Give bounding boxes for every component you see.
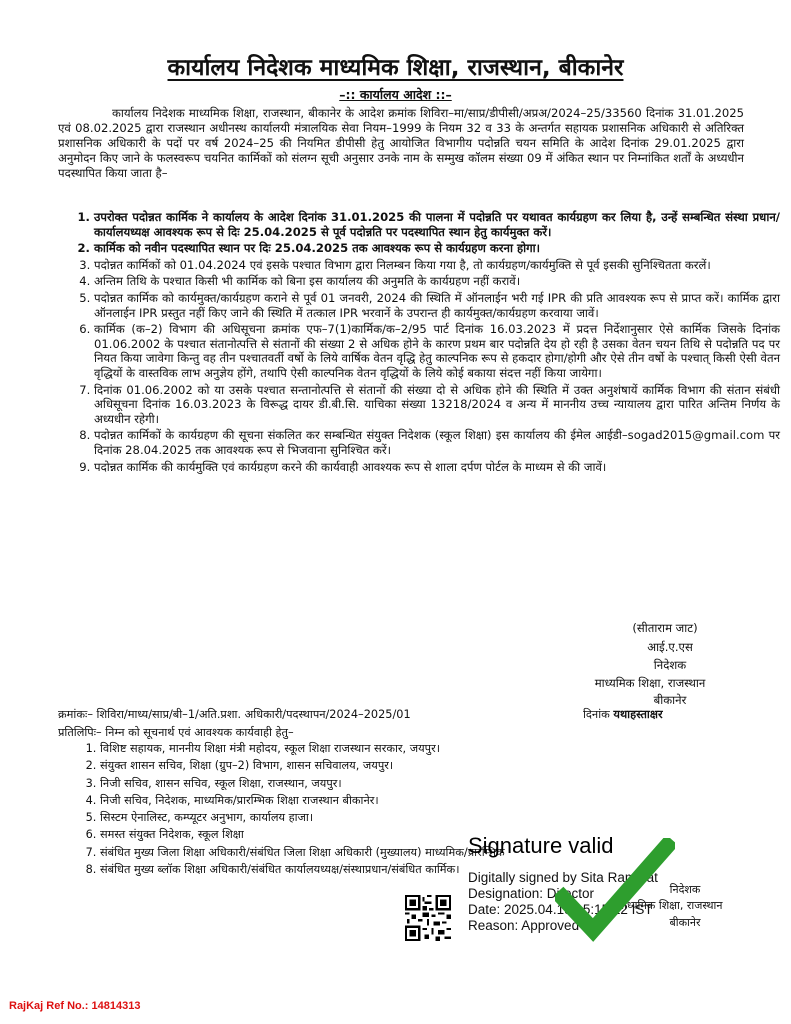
copy-item: 7. संबंधित मुख्य जिला शिक्षा अधिकारी/संबंधित जिला शिक्षा अधिकारी (मुख्यालय) माध्यमिक/प्रारम्भिक [100, 844, 505, 861]
signing-reason: Reason: Approved [468, 918, 580, 933]
copy-item: 2. संयुक्त शासन सचिव, शिक्षा (ग्रुप–2) विभाग, शासन सचिवालय, जयपुर। [100, 757, 505, 774]
footer-place: बीकानेर [669, 916, 701, 929]
signatory-dept: माध्यमिक शिक्षा, राजस्थान [594, 676, 706, 690]
page-title: कार्यालय निदेशक माध्यमिक शिक्षा, राजस्थान, बीकानेर [167, 55, 624, 81]
copy-item: 3. निजी सचिव, शासन सचिव, स्कूल शिक्षा, राजस्थान, जयपुर। [100, 775, 505, 792]
condition-item: 4. अन्तिम तिथि के पश्चात किसी भी कार्मिक को बिना इस कार्यालय की अनुमति के कार्यग्रहण नहीं करावें। [94, 274, 780, 289]
checkmark-icon [555, 838, 675, 948]
signatory-place: बीकानेर [653, 693, 687, 707]
signatory-service: आई.ए.एस [647, 640, 693, 654]
footer-designation: निदेशक [669, 883, 701, 896]
order-subtitle: –:: कार्यालय आदेश ::– [339, 87, 452, 102]
date-label: दिनांक [583, 708, 610, 721]
condition-item: 9. पदोन्नत कार्मिक की कार्यमुक्ति एवं कार्यग्रहण करने की कार्यवाही आवश्यक रूप से शाला दर्पण पोर्टल के माध्यम से की जावें। [94, 460, 780, 475]
signed-by: Digitally signed by Sita Ram Jat [468, 870, 658, 885]
signatory-name: (सीताराम जाट) [632, 621, 698, 635]
footer-dept: माध्यमिक शिक्षा, राजस्थान [617, 899, 723, 912]
copy-item: 8. संबंधित मुख्य ब्लॉक शिक्षा अधिकारी/संबंधित कार्यालयध्यक्ष/संस्थाप्रधान/संबंधित कार्मिक। [100, 861, 505, 878]
copy-item: 1. विशिष्ट सहायक, माननीय शिक्षा मंत्री महोदय, स्कूल शिक्षा राजस्थान सरकार, जयपुर। [100, 740, 505, 757]
reference-number: क्रमांकः– शिविरा/माध्य/साप्र/बी–1/अति.प्रशा. अधिकारी/पदस्थापन/2024–2025/01 [58, 708, 411, 721]
condition-item: 6. कार्मिक (क–2) विभाग की अधिसूचना क्रमांक एफ–7(1)कार्मिक/क–2/95 पार्ट दिनांक 16.03.2023 में प्रदत्त निर्देशानुसार ऐसे कार्मिक जिसके दिनांक 01.06.2002 के पश्चात संतानोत्पत्ति से संतानों की संख्या 2 से अधिक होने के कारण प्रथम बार पदोन्नति देय हो रही है उसका वेतन चयन तिथि से पदोन्नति पद पर नियत किया जावेगा किन्तु वह तीन पश्चातवर्ती वर्षो के लिये वार्षिक वेतन वृद्धि हेतु काल्पनिक रूप से हकदार होगा/होगी और ऐसे तीन वर्षो के पश्चात् किसी ऐसी वेतन वृद्धियों के वास्तविक लाभ अनुज्ञेय होंगे, तथापि ऐसी काल्पनिक वेतन वृद्धियों के लिये कोई बकाया संदत्त नहीं किया जायेगा। [94, 322, 780, 380]
copy-heading: प्रतिलिपिः– निम्न को सूचनार्थ एवं आवश्यक कार्यवाही हेतु– [58, 726, 294, 739]
copy-item: 4. निजी सचिव, निदेशक, माध्यमिक/प्रारम्भिक शिक्षा राजस्थान बीकानेर। [100, 792, 505, 809]
copy-item: 6. समस्त संयुक्त निदेशक, स्कूल शिक्षा [100, 826, 505, 843]
signatory-designation: निदेशक [653, 658, 687, 672]
condition-item: 7. दिनांक 01.06.2002 को या उसके पश्चात सन्तानोत्पत्ति से संतानों की संख्या दो से अधिक होने की स्थिति में उक्त अनुशंषायें कार्मिक विभाग की संतान संबंधी अधिसूचना दिनांक 16.03.2023 के विरूद्ध दायर डी.बी.सि. याचिका संख्या 13218/2024 व अन्य में माननीय उच्च न्यायालय द्वारा पारित अन्तिम निर्णय के अध्यधीन रहेगी। [94, 383, 780, 427]
qr-code [405, 895, 451, 941]
signing-date: Date: 2025.04.19 15:15:12 IST [468, 902, 653, 917]
rajkaj-ref: RajKaj Ref No.: 14814313 [9, 1000, 141, 1012]
condition-item: 1. उपरोक्त पदोन्नत कार्मिक ने कार्यालय के आदेश दिनांक 31.01.2025 की पालना में पदोन्नति पर यथावत कार्यग्रहण कर लिया है, उन्हें सम्बन्धित संस्था प्रधान/कार्यालयध्यक्ष आवश्यक रूप से दिः 25.04.2025 से पूर्व पदोन्नति पर पदस्थापित स्थान हेतु कार्यमुक्त करें। [94, 210, 780, 239]
date-value: यथाहस्ताक्षर [613, 708, 663, 721]
condition-item: 5. पदोन्नत कार्मिक को कार्यमुक्त/कार्यग्रहण कराने से पूर्व 01 जनवरी, 2024 की स्थिति में ऑनलाईन भरी गई IPR की प्रति आवश्यक रूप से प्राप्त करें। कार्मिक द्वारा ऑनलाईन IPR प्रस्तुत नहीं किए जाने की स्थिति में तत्काल IPR भरवानें के उपरान्त ही कार्यमुक्त/कार्यग्रहण करवाया जावें। [94, 291, 780, 320]
condition-item: 2. कार्मिक को नवीन पदस्थापित स्थान पर दिः 25.04.2025 तक आवश्यक रूप से कार्यग्रहण करना होगा। [94, 241, 780, 256]
signature-status: Signature valid [468, 833, 614, 858]
conditions-list [58, 210, 780, 476]
reference-date [583, 707, 663, 722]
condition-item: 3. पदोन्नत कार्मिकों को 01.04.2024 एवं इसके पश्चात विभाग द्वारा निलम्बन किया गया है, तो कार्यग्रहण/कार्यमुक्ति से पूर्व इसकी सुनिश्चितता करलें। [94, 258, 780, 273]
copy-item: 5. सिस्टम ऐनालिस्ट, कम्प्यूटर अनुभाग, कार्यालय हाजा। [100, 809, 505, 826]
intro-paragraph: कार्यालय निदेशक माध्यमिक शिक्षा, राजस्थान, बीकानेर के आदेश क्रमांक शिविरा–मा/साप्र/डीपीसी/अप्रअ/2024–25/33560 दिनांक 31.01.2025 एवं 08.02.2025 द्वारा राजस्थान अधीनस्थ कार्यालयी मंत्रालयिक सेवा नियम–1999 के नियम 32 व 33 के अन्तर्गत सहायक प्रशासनिक अधिकारी से अतिरिक्त प्रशासनिक अधिकारी के पदों पर वर्ष 2024–25 की नियमित डीपीसी हेतु आयोजित विभागीय पदोन्नति चयन समिति के आदेश दिनांक 29.01.2025 द्वारा अनुमोदन किए जाने के फलस्वरूप चयनित कार्मिकों को संलग्न सूची अनुसार उनके नाम के सम्मुख कॉलम संख्या 09 में अंकित स्थान पर निम्नांकित शर्तों के अध्यधीन पदस्थापित किया जाता है– [58, 106, 744, 180]
signer-designation: Designation: Director [468, 886, 595, 901]
copy-list [60, 740, 505, 878]
condition-item: 8. पदोन्नत कार्मिकों के कार्यग्रहण की सूचना संकलित कर सम्बन्धित संयुक्त निदेशक (स्कूल शिक्षा) इस कार्यालय की ईमेल आईडी–sogad2015@gmail.com पर दिनांक 28.04.2025 तक आवश्यक रूप से भिजवाना सुनिश्चित करें। [94, 428, 780, 457]
